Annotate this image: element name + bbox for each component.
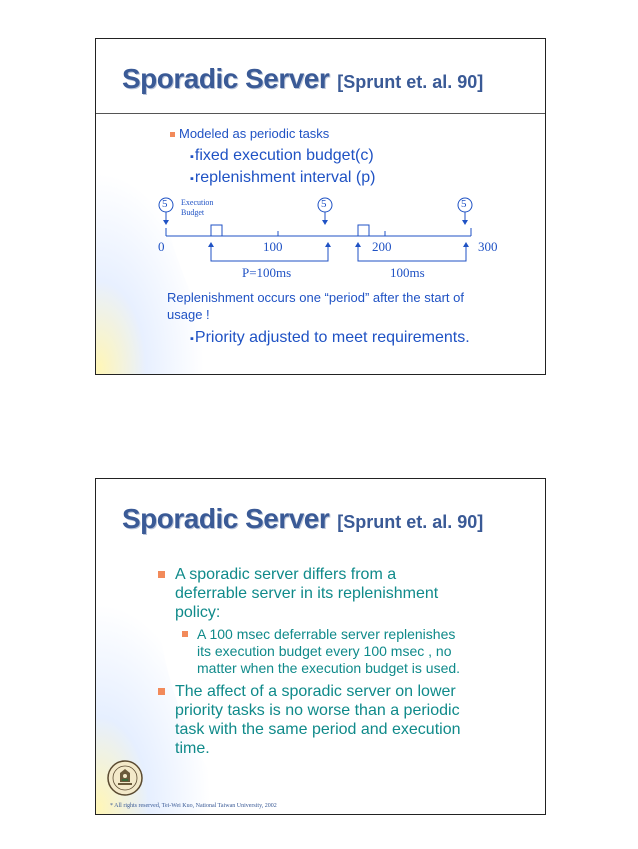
bullet-square-icon: [182, 631, 188, 637]
university-seal-logo: [106, 759, 144, 797]
bullet-square-icon: [170, 132, 175, 137]
slide-2-title: [122, 503, 483, 535]
slide-1: [95, 38, 546, 375]
slide-1-title-text: Sporadic Server: [122, 63, 330, 94]
slide-1-title-rule: [96, 113, 545, 114]
slide-2-bullet-2: The affect of a sporadic server on lower priority tasks is no worse than a periodic task with the same period and execution time.: [158, 682, 461, 758]
slide-1-sub-item-2: ▪replenishment interval (p): [190, 169, 376, 186]
budget-box-1: [211, 225, 222, 236]
bullet-mark-icon: ▪: [190, 151, 194, 163]
slide-1-sub-item-1: ▪fixed execution budget(c): [190, 147, 374, 164]
slide-1-note: Replenishment occurs one “period” after the start of usage !: [167, 290, 464, 322]
tick-label-300: 300: [478, 239, 498, 254]
slide-2-title-text: Sporadic Server: [122, 503, 330, 534]
copyright-footer: * All rights reserved, Tei-Wei Kuo, National Taiwan University, 2002: [110, 803, 277, 809]
slide-1-note-sub: ▪Priority adjusted to meet requirements.: [190, 329, 470, 346]
tick-label-100: 100: [263, 239, 283, 254]
slide-2-citation: [Sprunt et. al. 90]: [337, 512, 484, 532]
bullet-square-icon: [158, 688, 165, 695]
slide-2-sub-bullet: A 100 msec deferrable server replenishes its execution budget every 100 msec , no matter when the execution budget is used.: [182, 626, 460, 677]
bullet-mark-icon: ▪: [190, 333, 194, 345]
execution-label: Execution: [181, 198, 214, 207]
arrival-label-3: 5: [461, 198, 467, 210]
slide-2: [95, 478, 546, 815]
bullet-mark-icon: ▪: [190, 173, 194, 185]
slide-1-title: [122, 63, 483, 95]
budget-box-2: [358, 225, 369, 236]
slide-2-bullet-1: A sporadic server differs from a deferrable server in its replenishment policy:: [158, 565, 438, 622]
bullet-square-icon: [158, 571, 165, 578]
interval-label: 100ms: [390, 265, 425, 280]
tick-label-200: 200: [372, 239, 392, 254]
slide-1-citation: [Sprunt et. al. 90]: [337, 72, 484, 92]
arrival-label-1: 5: [162, 198, 168, 210]
tick-label-0: 0: [158, 239, 165, 254]
arrival-label-2: 5: [321, 198, 327, 210]
slide-1-bullet: Modeled as periodic tasks: [170, 126, 329, 141]
period-label: P=100ms: [242, 265, 292, 280]
budget-label: Budget: [181, 208, 205, 217]
